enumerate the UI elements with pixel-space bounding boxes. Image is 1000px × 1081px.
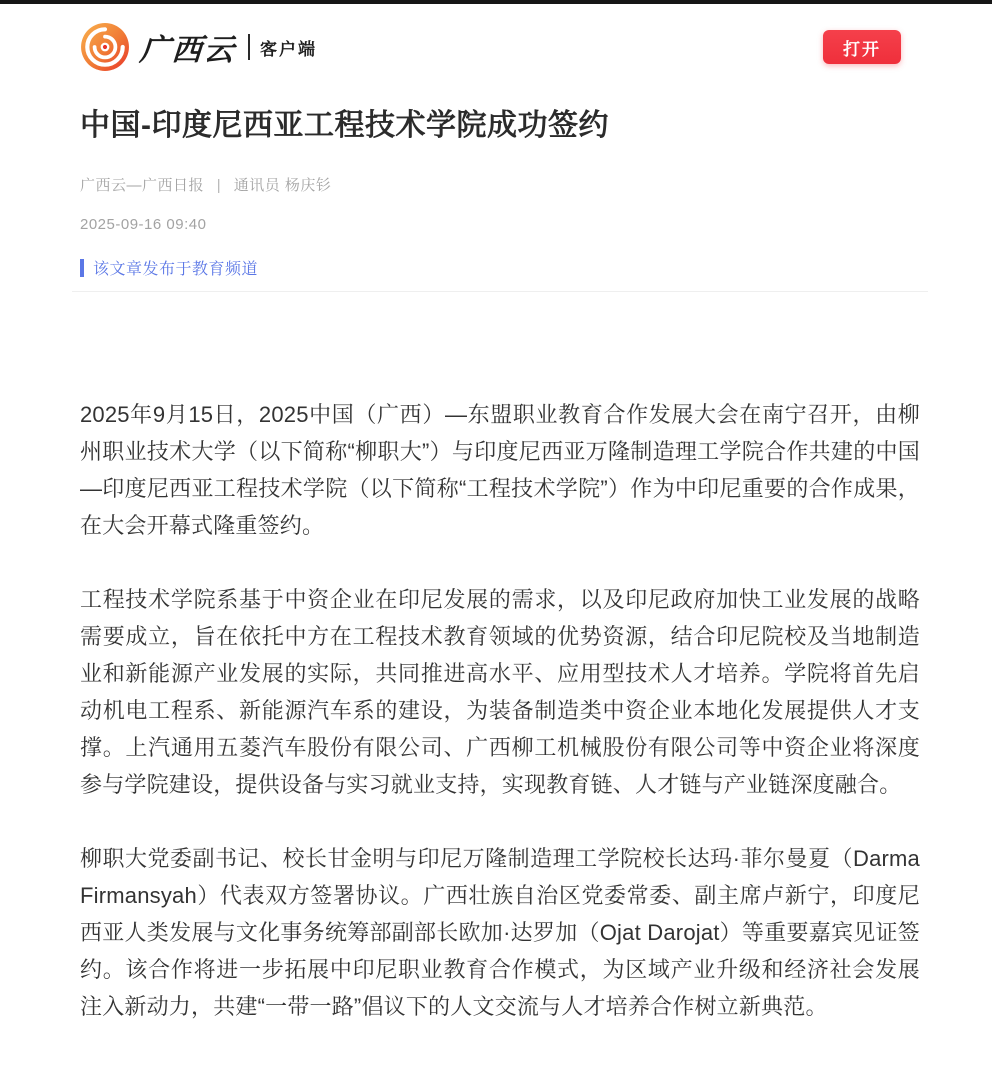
- site-header: [80, 22, 920, 72]
- logo-divider: [248, 34, 250, 60]
- brand-name: 广西云: [138, 33, 237, 68]
- top-border-bar: [0, 0, 992, 4]
- brand-suffix: 客户端: [260, 39, 317, 59]
- reporter-label: 通讯员 杨庆钐: [233, 177, 332, 194]
- publish-date: 2025-09-16 09:40: [80, 216, 207, 233]
- channel-notice-link[interactable]: [80, 256, 258, 279]
- article-paragraph: 工程技术学院系基于中资企业在印尼发展的需求，以及印尼政府加快工业发展的战略需要成立，旨在依托中方在工程技术教育领域的优势资源，结合印尼院校及当地制造业和新能源产业发展的实际，共同推进高水平、应用型技术人才培养。学院将首先启动机电工程系、新能源汽车系的建设，为装备制造类中资企业本地化发展提供人才支撑。上汽通用五菱汽车股份有限公司、广西柳工机械股份有限公司等中资企业将深度参与学院建设，提供设备与实习就业支持，实现教育链、人才链与产业链深度融合。: [80, 587, 920, 797]
- byline: [80, 174, 920, 195]
- article-body: [80, 396, 920, 1025]
- article-title: 中国-印度尼西亚工程技术学院成功签约: [80, 109, 609, 142]
- site-logo[interactable]: [80, 22, 317, 72]
- channel-notice-text: 该文章发布于教育频道: [93, 261, 259, 278]
- channel-accent-bar: [80, 259, 84, 277]
- byline-separator: |: [216, 177, 222, 194]
- source-label: 广西云—广西日报: [80, 177, 205, 194]
- article-page: [0, 22, 1000, 1025]
- article-paragraph: 2025年9月15日，2025中国（广西）—东盟职业教育合作发展大会在南宁召开，由柳州职业技术大学（以下简称“柳职大”）与印度尼西亚万隆制造理工学院合作共建的中国—印度尼西亚工程技术学院（以下简称“工程技术学院”）作为中印尼重要的合作成果，在大会开幕式隆重签约。: [80, 402, 920, 538]
- article-paragraph: 柳职大党委副书记、校长甘金明与印尼万隆制造理工学院校长达玛·菲尔曼夏（Darma Firmansyah）代表双方签署协议。广西壮族自治区党委常委、副主席卢新宁，印度尼西亚人类发展与文化事务统筹部副部长欧加·达罗加（Ojat Darojat）等重要嘉宾见证签约。该合作将进一步拓展中印尼职业教育合作模式，为区域产业升级和经济社会发展注入新动力，共建“一带一路”倡议下的人文交流与人才培养合作树立新典范。: [80, 846, 920, 1019]
- guangxi-cloud-logo-icon: [80, 22, 130, 72]
- section-divider: [72, 291, 928, 292]
- open-app-button[interactable]: 打开: [823, 30, 901, 64]
